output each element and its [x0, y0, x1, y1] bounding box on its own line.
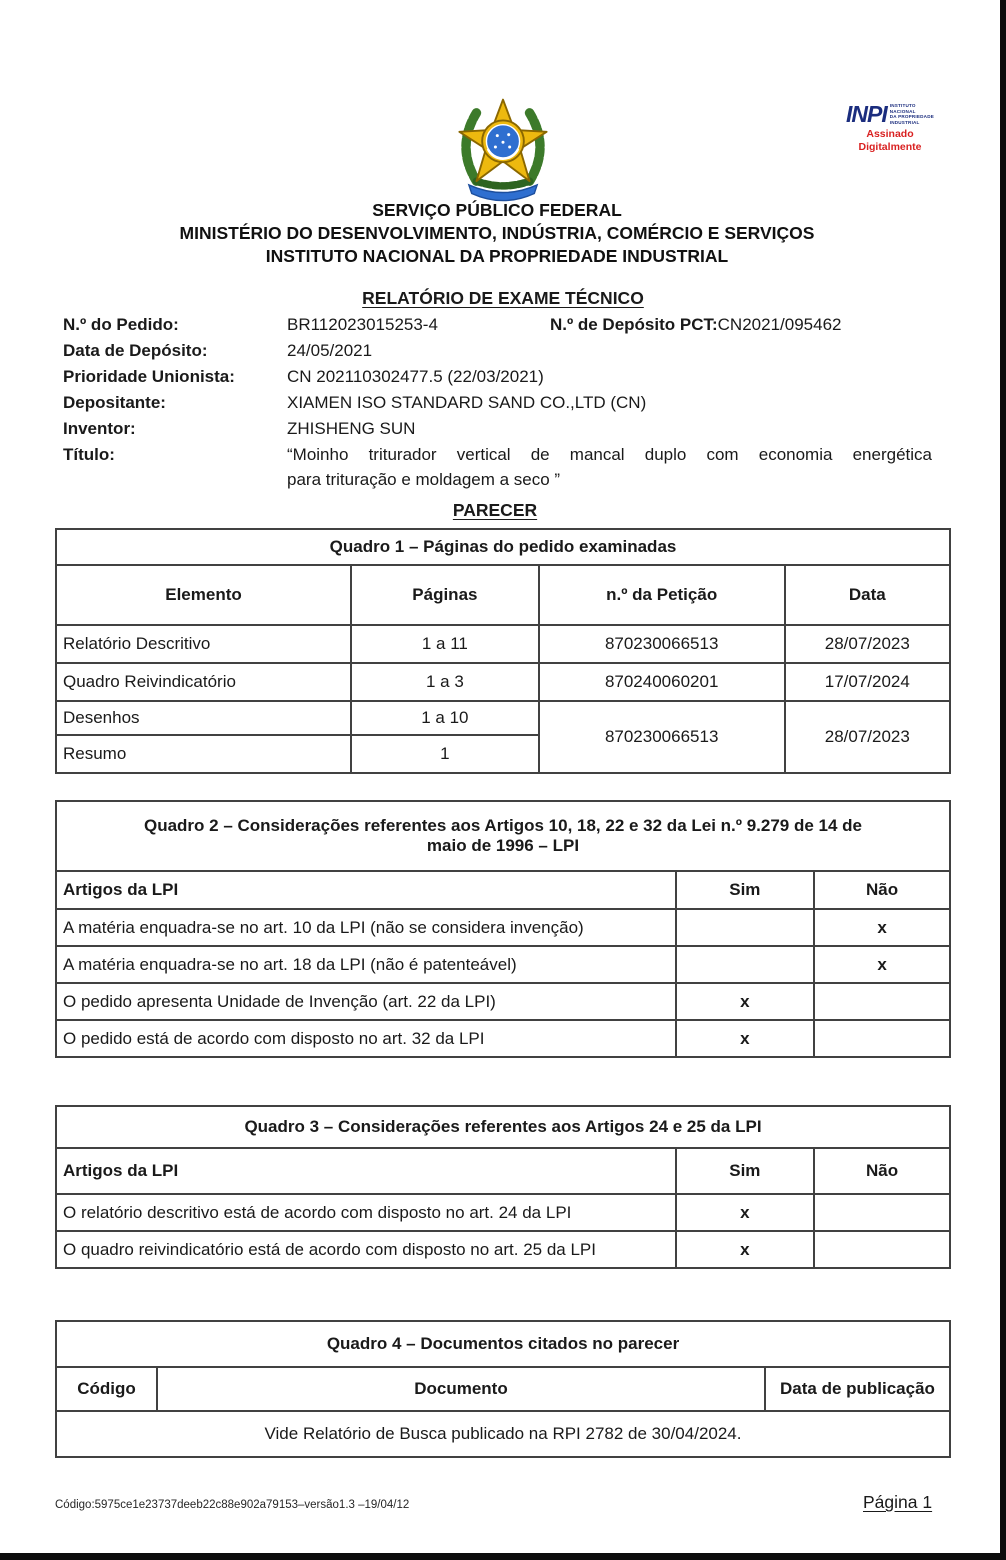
quadro1-title: Quadro 1 – Páginas do pedido examinadas	[56, 529, 950, 565]
cell-nao	[814, 983, 950, 1020]
quadro1-table	[55, 528, 951, 774]
gov-header-line1: SERVIÇO PÚBLICO FEDERAL	[372, 200, 622, 220]
cell-artigo: O quadro reivindicatório está de acordo com disposto no art. 25 da LPI	[56, 1231, 676, 1268]
field-label: N.º de Depósito PCT:	[549, 315, 718, 334]
quadro3-table	[55, 1105, 951, 1269]
quadro4-header-codigo: Código	[56, 1367, 157, 1411]
quadro4-header-documento: Documento	[157, 1367, 765, 1411]
cell-peticao-merged: 870230066513	[539, 701, 785, 773]
cell-sim	[676, 909, 815, 946]
footer-document-code: Código:5975ce1e23737deeb22c88e902a79153–versão1.3 –19/04/12	[55, 1499, 410, 1511]
cell-elemento: Quadro Reivindicatório	[56, 663, 351, 701]
quadro3-header-sim: Sim	[676, 1148, 815, 1194]
quadro3-header-nao: Não	[814, 1148, 950, 1194]
quadro1-header-peticao: n.º da Petição	[539, 565, 785, 625]
titulo-line1: “Moinho triturador vertical de mancal duplo com economia energética	[287, 445, 932, 464]
cell-artigo: O relatório descritivo está de acordo com disposto no art. 24 da LPI	[56, 1194, 676, 1231]
quadro1-header-paginas: Páginas	[351, 565, 539, 625]
quadro1-header-data: Data	[785, 565, 950, 625]
field-data-deposito	[63, 338, 933, 364]
cell-artigo: O pedido está de acordo com disposto no art. 32 da LPI	[56, 1020, 676, 1057]
report-title: RELATÓRIO DE EXAME TÉCNICO	[362, 288, 644, 308]
inpi-subline: INDUSTRIAL	[889, 120, 920, 126]
field-value: 24/05/2021	[287, 341, 373, 360]
field-pct	[550, 312, 842, 337]
cell-paginas: 1	[351, 735, 539, 773]
quadro4-table	[55, 1320, 951, 1458]
cell-sim: x	[676, 1231, 815, 1268]
cell-paginas: 1 a 3	[351, 663, 539, 701]
cell-artigo: A matéria enquadra-se no art. 10 da LPI (não se considera invenção)	[56, 909, 676, 946]
signed-line: Assinado	[866, 128, 914, 140]
brazil-coat-of-arms	[446, 92, 560, 202]
cell-peticao: 870230066513	[539, 625, 785, 663]
field-value: ZHISHENG SUN	[287, 419, 416, 438]
quadro3-header-artigos: Artigos da LPI	[56, 1148, 676, 1194]
cell-busca-note: Vide Relatório de Busca publicado na RPI 2782 de 30/04/2024.	[56, 1411, 950, 1457]
field-value	[287, 442, 932, 492]
parecer-heading: PARECER	[452, 500, 538, 520]
cell-elemento: Relatório Descritivo	[56, 625, 351, 663]
quadro4-title: Quadro 4 – Documentos citados no parecer	[56, 1321, 950, 1367]
cell-peticao: 870240060201	[539, 663, 785, 701]
inpi-subline: DA PROPRIEDADE	[889, 114, 934, 120]
cell-paginas: 1 a 10	[351, 701, 539, 735]
table-row	[56, 1231, 950, 1268]
field-prioridade	[63, 364, 933, 390]
field-depositante	[63, 390, 933, 416]
signed-line: Digitalmente	[858, 141, 922, 154]
cell-artigo: O pedido apresenta Unidade de Invenção (art. 22 da LPI)	[56, 983, 676, 1020]
table-row	[56, 946, 950, 983]
cell-nao	[814, 1231, 950, 1268]
inpi-wordmark: INPI	[846, 101, 887, 127]
field-label: Prioridade Unionista:	[63, 367, 235, 386]
quadro2-header-nao: Não	[814, 871, 950, 909]
titulo-line2: para trituração e moldagem a seco ”	[287, 470, 561, 489]
quadro2-header-artigos: Artigos da LPI	[56, 871, 676, 909]
field-label: Título:	[63, 445, 115, 464]
table-row	[56, 1194, 950, 1231]
inpi-wordmark-subtext	[890, 103, 934, 126]
quadro2-title-line2: maio de 1996 – LPI	[426, 836, 580, 855]
quadro1-header-elemento: Elemento	[56, 565, 351, 625]
field-value: CN 202110302477.5 (22/03/2021)	[287, 367, 544, 386]
quadro3-title: Quadro 3 – Considerações referentes aos Artigos 24 e 25 da LPI	[56, 1106, 950, 1148]
table-row	[56, 983, 950, 1020]
field-inventor	[63, 416, 933, 442]
cell-elemento: Desenhos	[56, 701, 351, 735]
cell-sim: x	[676, 983, 815, 1020]
scan-border-bottom	[0, 1553, 1006, 1560]
cell-paginas: 1 a 11	[351, 625, 539, 663]
cell-nao: x	[814, 909, 950, 946]
field-numero-pedido	[63, 312, 933, 338]
quadro2-title	[56, 801, 950, 871]
table-row	[56, 663, 950, 701]
field-value: BR112023015253-4	[287, 315, 438, 334]
gov-header-line2: MINISTÉRIO DO DESENVOLVIMENTO, INDÚSTRIA, COMÉRCIO E SERVIÇOS	[179, 223, 815, 243]
table-row	[56, 625, 950, 663]
field-label: Depositante:	[63, 393, 166, 412]
quadro2-table	[55, 800, 951, 1058]
gov-header-line3: INSTITUTO NACIONAL DA PROPRIEDADE INDUSTRIAL	[265, 246, 729, 266]
inpi-subline: INSTITUTO	[889, 103, 916, 108]
scan-border-right	[1000, 0, 1006, 1560]
inpi-signature-logo	[826, 103, 954, 154]
table-row	[56, 1020, 950, 1057]
field-value: XIAMEN ISO STANDARD SAND CO.,LTD (CN)	[287, 393, 647, 412]
cell-sim: x	[676, 1194, 815, 1231]
cell-nao	[814, 1020, 950, 1057]
footer-page-number: Página 1	[863, 1492, 933, 1512]
cell-data: 28/07/2023	[785, 625, 950, 663]
cell-elemento: Resumo	[56, 735, 351, 773]
field-label: Inventor:	[63, 419, 136, 438]
cell-nao	[814, 1194, 950, 1231]
field-value: CN2021/095462	[717, 315, 842, 334]
inpi-subline: NACIONAL	[889, 108, 916, 114]
bibliographic-info	[63, 312, 933, 492]
cell-data-merged: 28/07/2023	[785, 701, 950, 773]
cell-data: 17/07/2024	[785, 663, 950, 701]
quadro4-header-publicacao: Data de publicação	[765, 1367, 950, 1411]
field-label: N.º do Pedido:	[63, 315, 179, 334]
table-row	[56, 1411, 950, 1457]
field-titulo	[63, 442, 933, 492]
table-row	[56, 701, 950, 735]
cell-sim	[676, 946, 815, 983]
cell-sim: x	[676, 1020, 815, 1057]
quadro2-header-sim: Sim	[676, 871, 815, 909]
quadro2-title-line1: Quadro 2 – Considerações referentes aos Artigos 10, 18, 22 e 32 da Lei n.º 9.279 de 14 de	[143, 816, 862, 835]
cell-artigo: A matéria enquadra-se no art. 18 da LPI (não é patenteável)	[56, 946, 676, 983]
digitally-signed-label	[858, 128, 921, 154]
cell-nao: x	[814, 946, 950, 983]
table-row	[56, 909, 950, 946]
field-label: Data de Depósito:	[63, 341, 208, 360]
